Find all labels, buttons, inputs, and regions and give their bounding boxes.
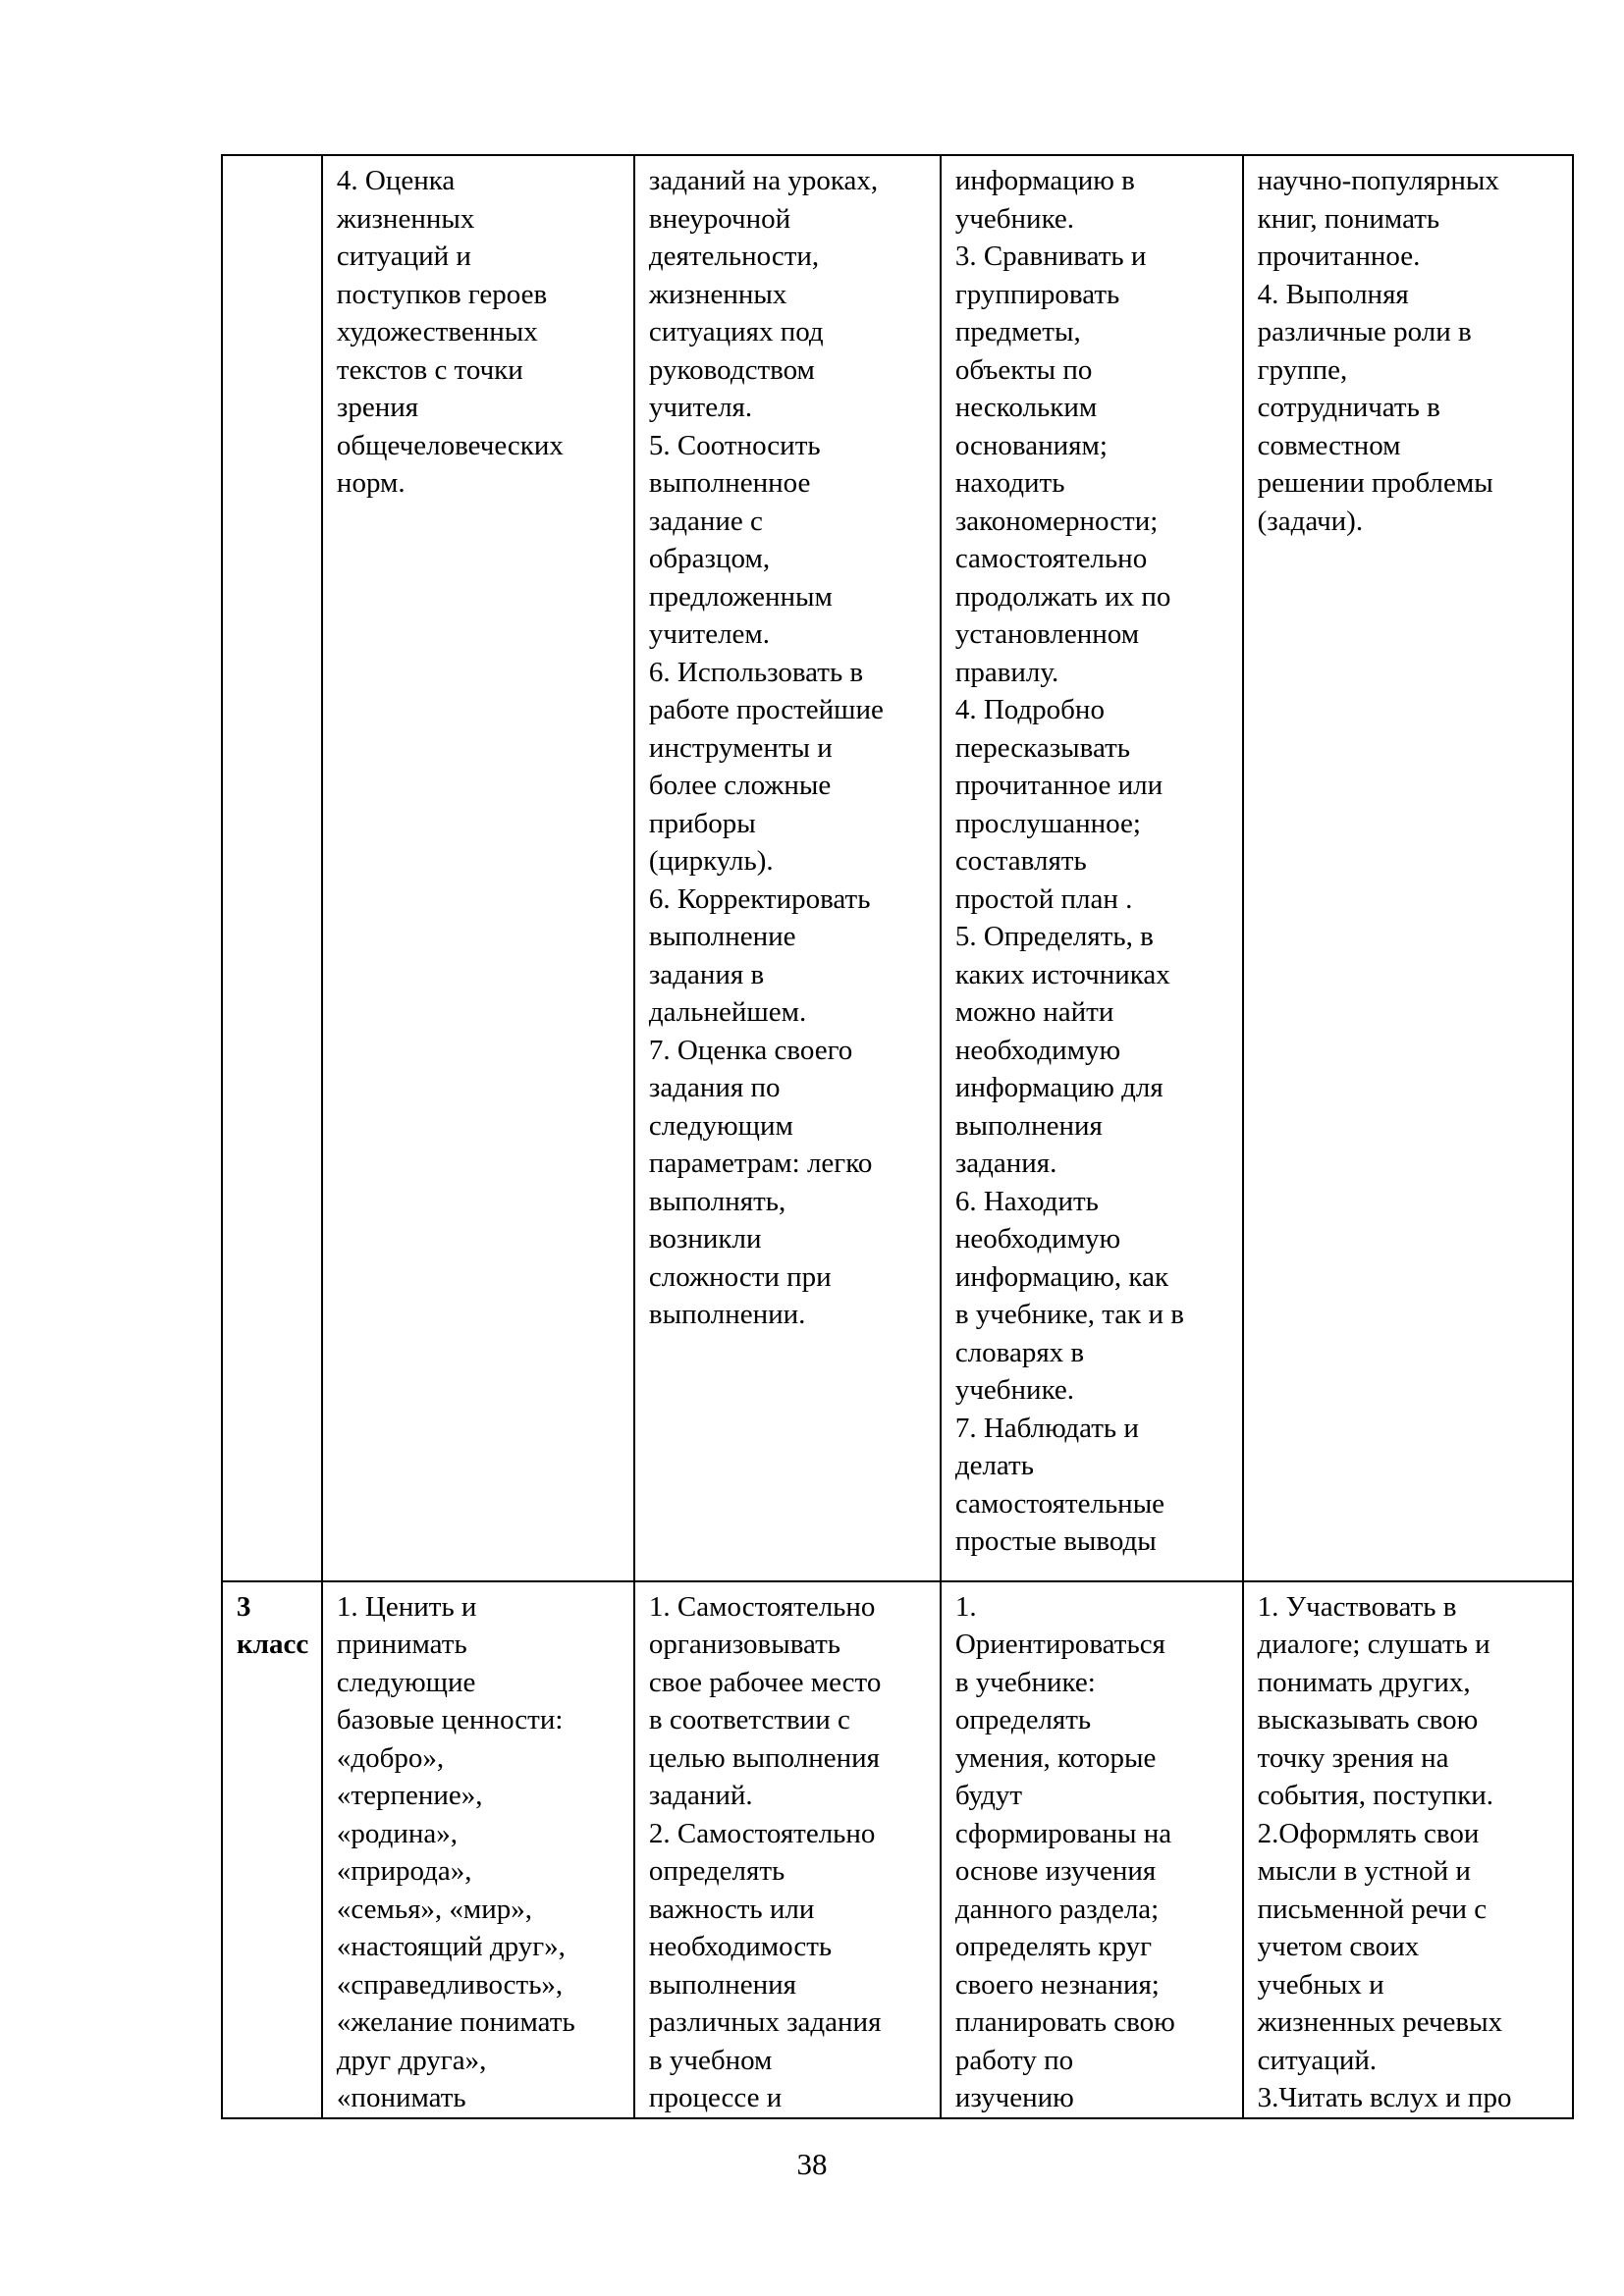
regulatory-results-cell: 1. Самостоятельно организовывать свое рабочее место в соответствии с целью выполнения заданий. 2. Самостоятельно определять важность или необходимость выполнения различных задания в учебном процессе и xyxy=(634,1581,941,2118)
grade-label-cell: 3 класс xyxy=(222,1581,322,2118)
cognitive-results-cell: 1. Ориентироваться в учебнике: определять умения, которые будут сформированы на основе изучения данного раздела; определять круг своего незнания; планировать свою работу по изучению xyxy=(941,1581,1243,2118)
table-row xyxy=(222,155,1573,1581)
personal-results-cell: 4. Оценка жизненных ситуаций и поступков героев художественных текстов с точки зрения общечеловеческих норм. xyxy=(322,155,634,1581)
communicative-results-cell: 1. Участвовать в диалоге; слушать и понимать других, высказывать свою точку зрения на события, поступки. 2.Оформлять свои мысли в устной и письменной речи с учетом своих учебных и жизненных речевых ситуаций. 3.Читать вслух и про xyxy=(1243,1581,1573,2118)
competency-table xyxy=(221,154,1574,2119)
regulatory-results-cell: заданий на уроках, внеурочной деятельности, жизненных ситуациях под руководством учителя. 5. Соотносить выполненное задание с образцом, предложенным учителем. 6. Использовать в работе простейшие инструменты и более сложные приборы (циркуль). 6. Корректировать выполнение задания в дальнейшем. 7. Оценка своего задания по следующим параметрам: легко выполнять, возникли сложности при выполнении. xyxy=(634,155,941,1581)
personal-results-cell: 1. Ценить и принимать следующие базовые ценности: «добро», «терпение», «родина», «природа», «семья», «мир», «настоящий друг», «справедливость», «желание понимать друг друга», «понимать xyxy=(322,1581,634,2118)
grade-label-cell xyxy=(222,155,322,1581)
table-row xyxy=(222,1581,1573,2118)
page-number: 38 xyxy=(796,2147,828,2181)
cognitive-results-cell: информацию в учебнике. 3. Сравнивать и группировать предметы, объекты по нескольким основаниям; находить закономерности; самостоятельно продолжать их по установленном правилу. 4. Подробно пересказывать прочитанное или прослушанное; составлять простой план . 5. Определять, в каких источниках можно найти необходимую информацию для выполнения задания. 6. Находить необходимую информацию, как в учебнике, так и в словарях в учебнике. 7. Наблюдать и делать самостоятельные простые выводы xyxy=(941,155,1243,1581)
communicative-results-cell: научно-популярных книг, понимать прочитанное. 4. Выполняя различные роли в группе, сотрудничать в совместном решении проблемы (задачи). xyxy=(1243,155,1573,1581)
